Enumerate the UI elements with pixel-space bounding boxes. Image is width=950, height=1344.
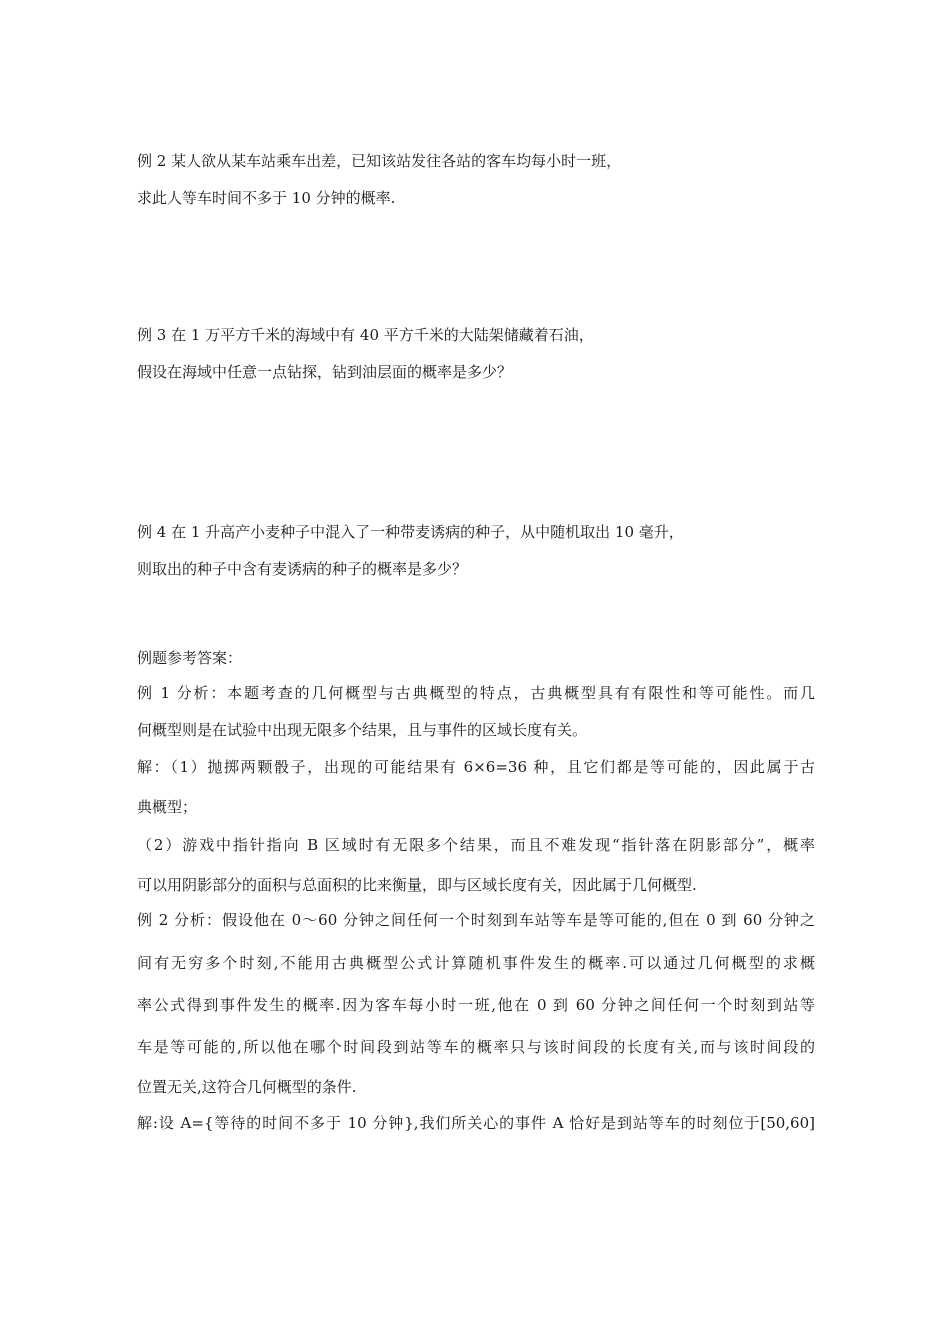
example-2-analysis-line-4: 车是等可能的,所以他在哪个时间段到站等车的概率只与该时间段的长度有关,而与该时间段的: [137, 1038, 815, 1056]
example-2-analysis-line-2: 间有无穷多个时刻,不能用古典概型公式计算随机事件发生的概率.可以通过几何概型的求概: [137, 954, 815, 972]
example-1-solution-line-3: （2）游戏中指针指向 B 区域时有无限多个结果，而且不难发现“指针落在阴影部分”，概率: [137, 836, 815, 854]
example-1-analysis-line-2: 何概型则是在试验中出现无限多个结果，且与事件的区域长度有关。: [137, 721, 588, 739]
example-1-solution-line-2: 典概型；: [137, 798, 198, 816]
example-2-solution-line-1: 解:设 A={等待的时间不多于 10 分钟},我们所关心的事件 A 恰好是到站等车的时刻位于[50,60]: [137, 1114, 815, 1132]
example-2-analysis-line-3: 率公式得到事件发生的概率.因为客车每小时一班,他在 0 到 60 分钟之间任何一个时刻到站等: [137, 996, 815, 1014]
example-3-line-1: 例 3 在 1 万平方千米的海域中有 40 平方千米的大陆架储藏着石油，: [137, 326, 594, 344]
example-1-analysis-line-1: 例 1 分析：本题考查的几何概型与古典概型的特点，古典概型具有有限性和等可能性。而几: [137, 684, 815, 702]
example-4-line-1: 例 4 在 1 升高产小麦种子中混入了一种带麦诱病的种子，从中随机取出 10 毫升，: [137, 523, 684, 541]
example-2-analysis-line-1: 例 2 分析：假设他在 0～60 分钟之间任何一个时刻到车站等车是等可能的,但在 0 到 60 分钟之: [137, 911, 815, 929]
answers-heading: 例题参考答案：: [137, 649, 243, 667]
example-2-line-1: 例 2 某人欲从某车站乘车出差，已知该站发往各站的客车均每小时一班，: [137, 152, 622, 170]
example-2-analysis-line-5: 位置无关,这符合几何概型的条件.: [137, 1078, 357, 1096]
example-1-solution-line-1: 解：（1）抛掷两颗骰子，出现的可能结果有 6×6=36 种，且它们都是等可能的，因此属于古: [137, 758, 815, 776]
example-2-line-2: 求此人等车时间不多于 10 分钟的概率.: [137, 189, 396, 207]
example-1-solution-line-4: 可以用阴影部分的面积与总面积的比来衡量，即与区域长度有关，因此属于几何概型.: [137, 876, 697, 894]
example-4-line-2: 则取出的种子中含有麦诱病的种子的概率是多少？: [137, 560, 468, 578]
example-3-line-2: 假设在海域中任意一点钻探，钻到油层面的概率是多少？: [137, 363, 513, 381]
